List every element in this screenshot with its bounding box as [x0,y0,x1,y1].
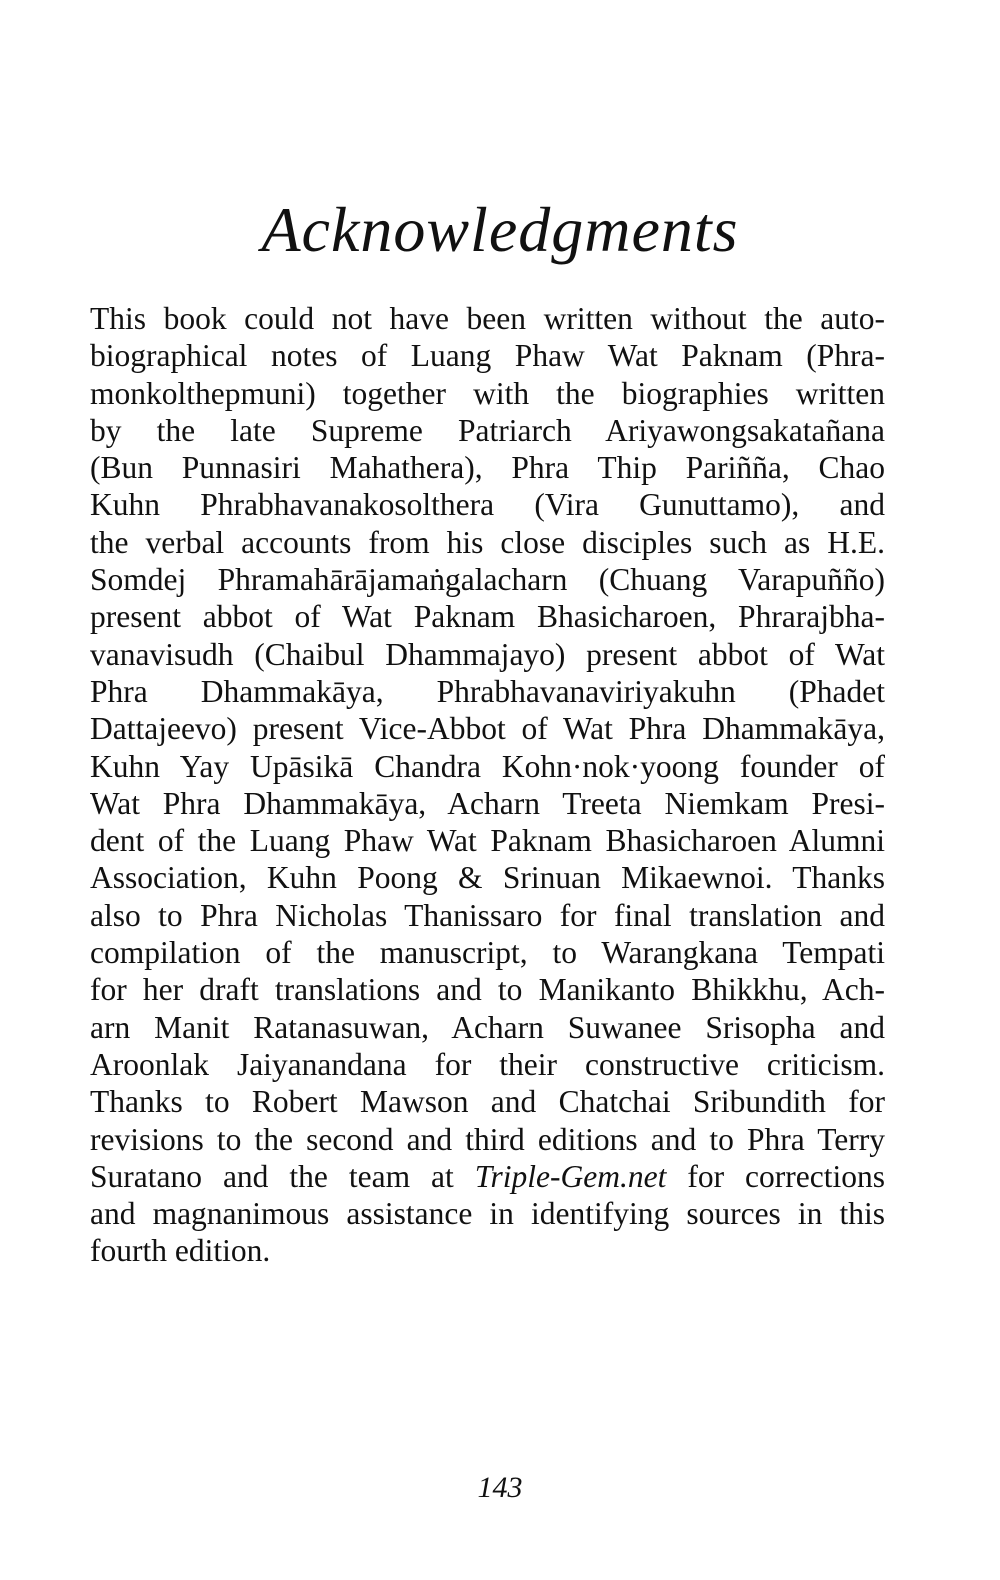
website-name: Triple-Gem.net [474,1158,667,1194]
paragraph-line: Aroonlak Jaiyanandana for their constructive criticism. [90,1046,885,1082]
paragraph-line: and magnanimous assistance in identifying sources in this [90,1196,885,1232]
paragraph-line: (Bun Punnasiri Mahathera), Phra Thip Pariñña, Chao [90,450,885,486]
paragraph-line: also to Phra Nicholas Thanissaro for final translation and [90,897,885,933]
paragraph-line: dent of the Luang Phaw Wat Paknam Bhasicharoen Alumni [90,823,885,859]
paragraph-line: Phra Dhammakāya, Phrabhavanaviriyakuhn (Phadet [90,673,885,709]
paragraph-line: monkolthepmuni) together with the biographies written [90,375,885,411]
paragraph-line: present abbot of Wat Paknam Bhasicharoen, Phrarajbha- [90,599,885,635]
paragraph-last-line: fourth edition. [90,1233,271,1269]
page-number: 143 [477,1471,523,1504]
line-text-after-website: for corrections [666,1158,885,1194]
paragraph-line: Kuhn Yay Upāsikā Chandra Kohn·nok·yoong founder of [90,748,885,784]
paragraph-line: vanavisudh (Chaibul Dhammajayo) present abbot of Wat [90,636,885,672]
paragraph-line: for her draft translations and to Manikanto Bhikkhu, Ach- [90,972,885,1008]
paragraph-line: compilation of the manuscript, to Warangkana Tempati [90,935,885,971]
paragraph-line: Wat Phra Dhammakāya, Acharn Treeta Niemkam Presi- [90,785,885,821]
paragraph-line: Association, Kuhn Poong & Srinuan Mikaewnoi. Thanks [90,860,885,896]
paragraph-line: arn Manit Ratanasuwan, Acharn Suwanee Srisopha and [90,1009,885,1045]
paragraph-line: biographical notes of Luang Phaw Wat Paknam (Phra- [90,338,885,374]
paragraph-line: Thanks to Robert Mawson and Chatchai Sribundith for [90,1084,885,1120]
paragraph-line: Somdej Phramahārājamaṅgalacharn (Chuang Varapuñño) [90,562,885,598]
paragraph-line: by the late Supreme Patriarch Ariyawongsakatañana [90,412,885,448]
chapter-heading: Acknowledgments [261,194,739,265]
line-text-before-website: Suratano and the team at [90,1158,475,1194]
paragraph-line: This book could not have been written without the auto- [90,301,885,336]
paragraph-line: the verbal accounts from his close disciples such as H.E. [90,524,885,560]
paragraph-line: revisions to the second and third editions and to Phra Terry [90,1121,885,1157]
acknowledgments-paragraph [90,300,885,1270]
paragraph-line-with-website [90,1158,885,1195]
paragraph-line: Kuhn Phrabhavanakosolthera (Vira Gunuttamo), and [90,487,885,523]
paragraph-line: Dattajeevo) present Vice-Abbot of Wat Phra Dhammakāya, [90,711,885,747]
